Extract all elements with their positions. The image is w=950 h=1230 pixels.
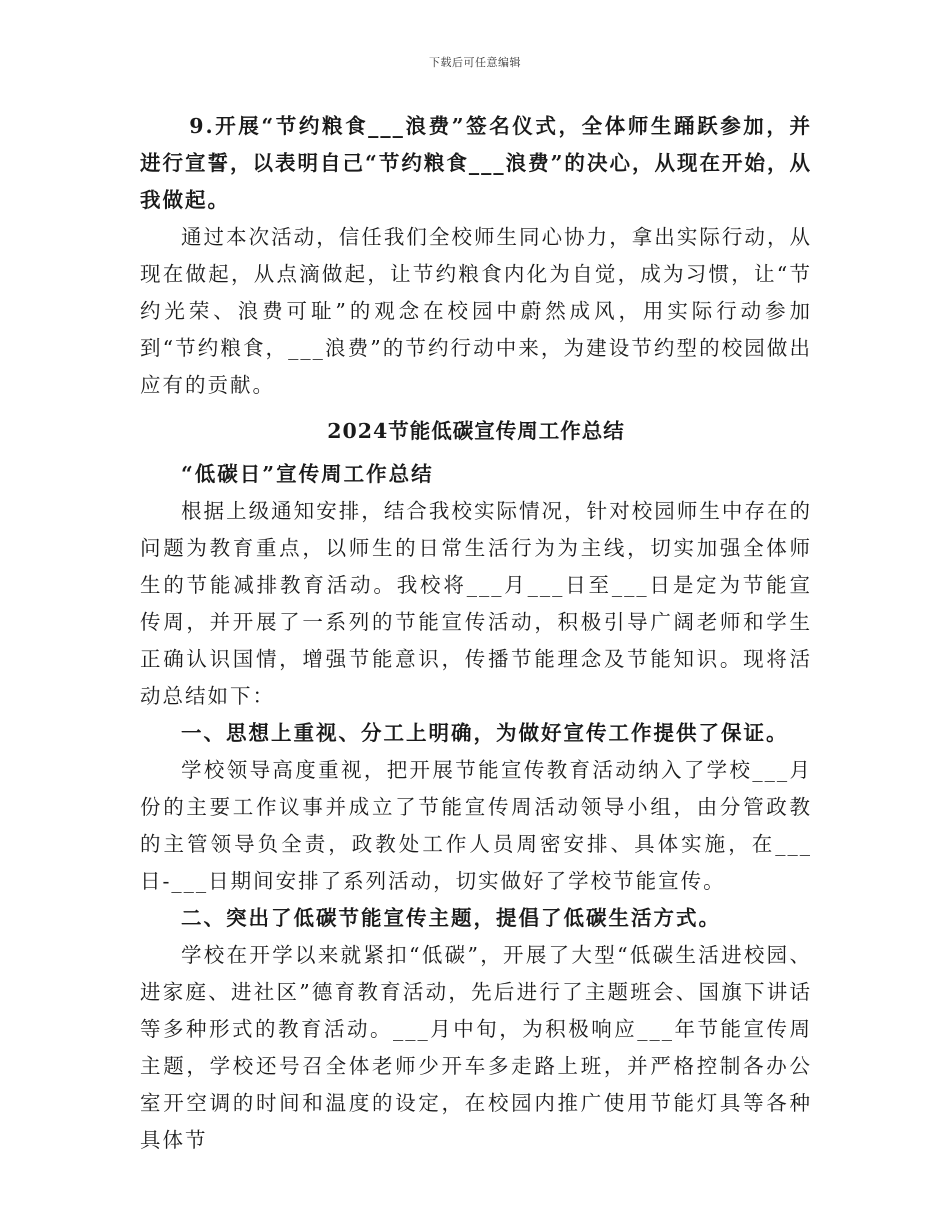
document-body	[140, 108, 812, 1159]
paragraph-2: 学校在开学以来就紧扣“低碳”，开展了大型“低碳生活进校园、进家庭、进社区”德育教育活动，先后进行了主题班会、国旗下讲话等多种形式的教育活动。___月中旬，为积极响应___年节能宣传周主题，学校还号召全体老师少开车多走路上班，并严格控制各办公室开空调的时间和温度的设定，在校园内推广使用节能灯具等各种具体节	[140, 943, 812, 1152]
section-title: 2024节能低碳宣传周工作总结	[327, 419, 625, 443]
heading-1: 一、思想上重视、分工上明确，为做好宣传工作提供了保证。	[181, 721, 789, 745]
conclusion-paragraph: 通过本次活动，信任我们全校师生同心协力，拿出实际行动，从现在做起，从点滴做起，让节约粮食内化为自觉，成为习惯，让“节约光荣、浪费可耻”的观念在校园中蔚然成风，用实际行动参加到“节约粮食，___浪费”的节约行动中来，为建设节约型的校园做出应有的贡献。	[140, 225, 812, 397]
header-note: 下载后可任意编辑	[429, 56, 521, 69]
intro-paragraph: 根据上级通知安排，结合我校实际情况，针对校园师生中存在的问题为教育重点，以师生的日常生活行为为主线，切实加强全体师生的节能减排教育活动。我校将___月___日至___日是定为节能宣传周，并开展了一系列的节能宣传活动，积极引导广阔老师和学生正确认识国情，增强节能意识，传播节能理念及节能知识。现将活动总结如下：	[140, 499, 812, 708]
paragraph-1: 学校领导高度重视，把开展节能宣传教育活动纳入了学校___月份的主要工作议事并成立了节能宣传周活动领导小组，由分管政教的主管领导负全责，政教处工作人员周密安排、具体实施，在___日-___日期间安排了系列活动，切实做好了学校节能宣传。	[140, 758, 812, 893]
heading-2: 二、突出了低碳节能宣传主题，提倡了低碳生活方式。	[181, 906, 721, 930]
subtitle: “低碳日”宣传周工作总结	[181, 462, 434, 486]
item-9-paragraph: 9.开展“节约粮食___浪费”签名仪式，全体师生踊跃参加，并进行宣誓，以表明自己“节约粮食___浪费”的决心，从现在开始，从我做起。	[140, 114, 812, 212]
